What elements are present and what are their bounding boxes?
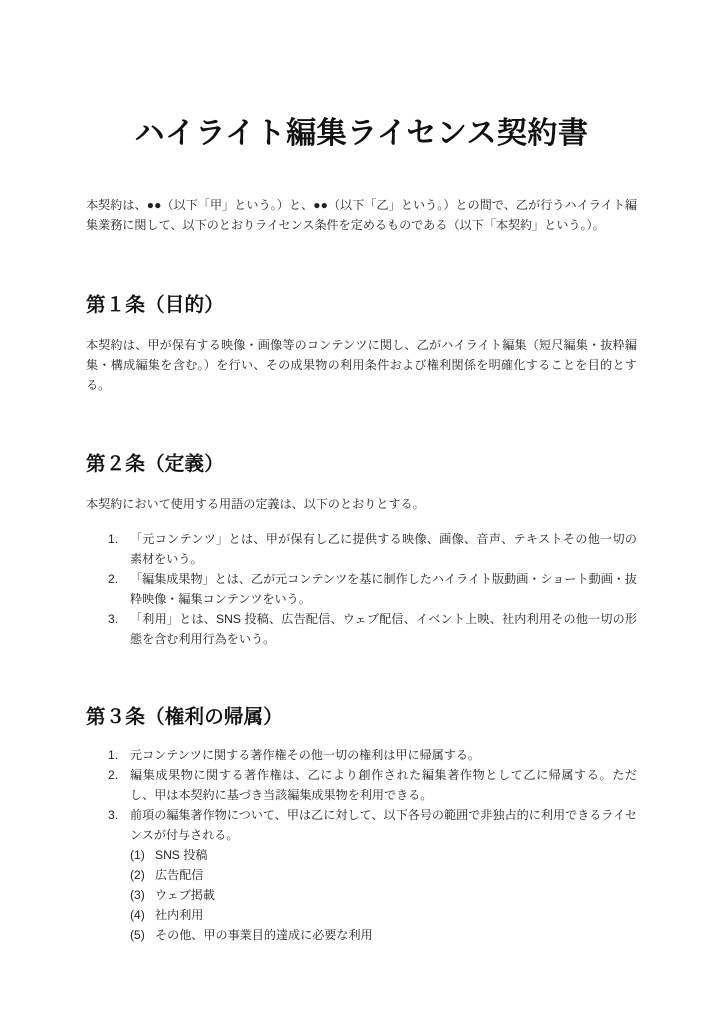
sub-list-item: 広告配信	[155, 867, 204, 882]
list-item	[86, 805, 637, 945]
article-1-body: 本契約は、甲が保有する映像・画像等のコンテンツに関し、乙がハイライト編集（短尺編集・抜粋編集・構成編集を含む。）を行い、その成果物の利用条件および権利関係を明確化することを目的とする。	[86, 337, 637, 392]
sub-list-item: ウェブ掲載	[155, 887, 215, 902]
list-item: 元コンテンツに関する著作権その他一切の権利は甲に帰属する。	[130, 747, 481, 762]
list-item: 「編集成果物」とは、乙が元コンテンツを基に制作したハイライト版動画・ショート動画・抜粋映像・編集コンテンツをいう。	[130, 572, 637, 607]
sub-list-item: その他、甲の事業目的達成に必要な利用	[155, 927, 373, 942]
article-3-rights-list	[86, 745, 637, 945]
article-2-heading: 第２条（定義）	[86, 452, 224, 475]
sub-list-item: 社内利用	[155, 907, 204, 922]
preamble-paragraph: 本契約は、●●（以下「甲」という。）と、●●（以下「乙」という。）との間で、乙が行うハイライト編集業務に関して、以下のとおりライセンス条件を定めるものである（以下「本契約」という。）。	[86, 197, 637, 232]
document-title: ハイライト編集ライセンス契約書	[134, 117, 589, 150]
article-2-definition-list	[86, 529, 637, 649]
list-item: 「元コンテンツ」とは、甲が保有し乙に提供する映像、画像、音声、テキストその他一切の素材をいう。	[130, 532, 637, 567]
list-item: 編集成果物に関する著作権は、乙により創作された編集著作物として乙に帰属する。ただし、甲は本契約に基づき当該編集成果物を利用できる。	[130, 767, 637, 802]
article-2-body: 本契約において使用する用語の定義は、以下のとおりとする。	[86, 497, 425, 512]
list-item-text: 前項の編集著作物について、甲は乙に対して、以下各号の範囲で非独占的に利用できるライセンスが付与される。	[130, 807, 637, 842]
document-content	[86, 0, 637, 945]
list-item: 「利用」とは、SNS 投稿、広告配信、ウェブ配信、イベント上映、社内利用その他一切の形態を含む利用行為をいう。	[130, 612, 637, 647]
sub-list-item: SNS 投稿	[155, 847, 208, 862]
article-3-license-scope-list	[130, 845, 637, 945]
article-3-heading: 第３条（権利の帰属）	[86, 706, 284, 729]
article-1-heading: 第１条（目的）	[86, 293, 224, 316]
